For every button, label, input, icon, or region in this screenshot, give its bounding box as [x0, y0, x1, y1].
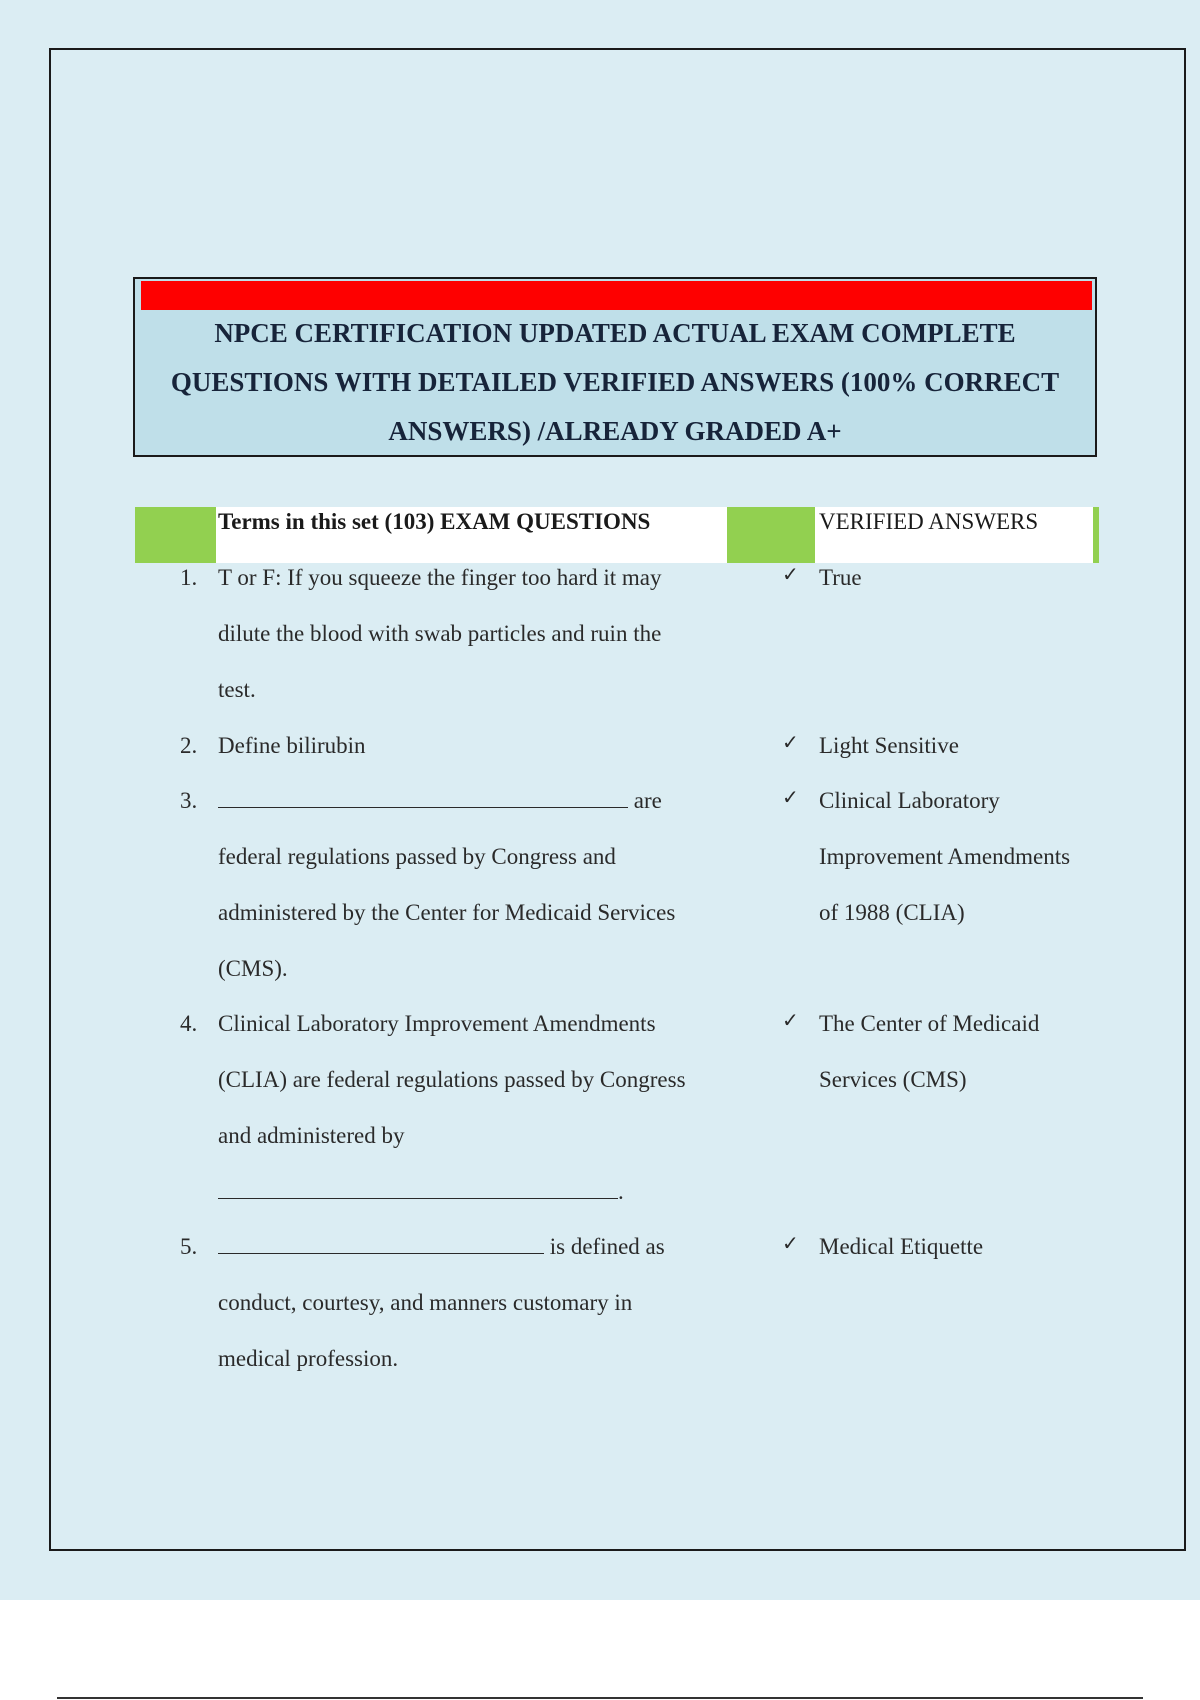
question-text	[218, 718, 718, 774]
question-fragment: are	[633, 788, 662, 813]
fill-in-blank	[218, 1233, 544, 1254]
answers-header: VERIFIED ANSWERS	[819, 509, 1039, 534]
question-line: dilute the blood with swab particles and ruin the	[218, 621, 662, 646]
question-fragment: is defined as	[549, 1234, 665, 1259]
question-line	[218, 1164, 718, 1220]
question-line: administered by the Center for Medicaid Services	[218, 900, 676, 925]
title-line-2: QUESTIONS WITH DETAILED VERIFIED ANSWERS (100% CORRECT	[170, 367, 1060, 397]
question-number: 4.	[180, 1011, 198, 1036]
question-line: Define bilirubin	[218, 733, 366, 758]
question-text	[218, 773, 718, 997]
answer-line: Clinical Laboratory	[819, 788, 1000, 813]
answer-text	[819, 773, 1099, 941]
questions-header: Terms in this set (103) EXAM QUESTIONS	[218, 509, 651, 534]
question-line	[218, 773, 718, 829]
fill-in-blank	[218, 787, 628, 808]
answer-text	[819, 550, 1099, 606]
question-number: 1.	[180, 565, 198, 590]
question-line: (CMS).	[218, 956, 288, 981]
title-line-1: NPCE CERTIFICATION UPDATED ACTUAL EXAM COMPLETE	[214, 318, 1016, 348]
question-line: Clinical Laboratory Improvement Amendments	[218, 1011, 656, 1036]
answer-line: Services (CMS)	[819, 1067, 967, 1092]
question-fragment: .	[618, 1179, 624, 1204]
title-line-3: ANSWERS) /ALREADY GRADED A+	[388, 416, 842, 446]
question-line: medical profession.	[218, 1346, 399, 1371]
title-red-bar	[141, 281, 1092, 310]
answer-text	[819, 1219, 1099, 1275]
checkmark-icon: ✓	[782, 564, 799, 586]
question-number: 5.	[180, 1234, 198, 1259]
answer-line: Light Sensitive	[819, 733, 959, 758]
fill-in-blank	[218, 1178, 618, 1199]
checkmark-icon: ✓	[782, 1010, 799, 1032]
answer-line: Medical Etiquette	[819, 1234, 984, 1259]
checkmark-icon: ✓	[782, 732, 799, 754]
answer-text	[819, 996, 1099, 1108]
answer-line: The Center of Medicaid	[819, 1011, 1040, 1036]
question-line: conduct, courtesy, and manners customary in	[218, 1290, 633, 1315]
answer-line: of 1988 (CLIA)	[819, 900, 965, 925]
answer-line: Improvement Amendments	[819, 844, 1071, 869]
answer-line: True	[819, 565, 862, 590]
document-title	[139, 309, 1091, 456]
footer-rule	[57, 1697, 1143, 1699]
question-text	[218, 996, 718, 1220]
question-text	[218, 550, 718, 718]
question-number: 2.	[180, 733, 198, 758]
checkmark-icon: ✓	[782, 1233, 799, 1255]
answer-text	[819, 718, 1099, 774]
question-line: (CLIA) are federal regulations passed by Congress	[218, 1067, 686, 1092]
question-number: 3.	[180, 788, 198, 813]
checkmark-icon: ✓	[782, 787, 799, 809]
question-line: and administered by	[218, 1123, 405, 1148]
question-line: federal regulations passed by Congress and	[218, 844, 616, 869]
question-text	[218, 1219, 718, 1387]
title-box	[133, 277, 1097, 457]
question-line	[218, 1219, 718, 1275]
question-line: test.	[218, 677, 256, 702]
question-line: T or F: If you squeeze the finger too hard it may	[218, 565, 662, 590]
